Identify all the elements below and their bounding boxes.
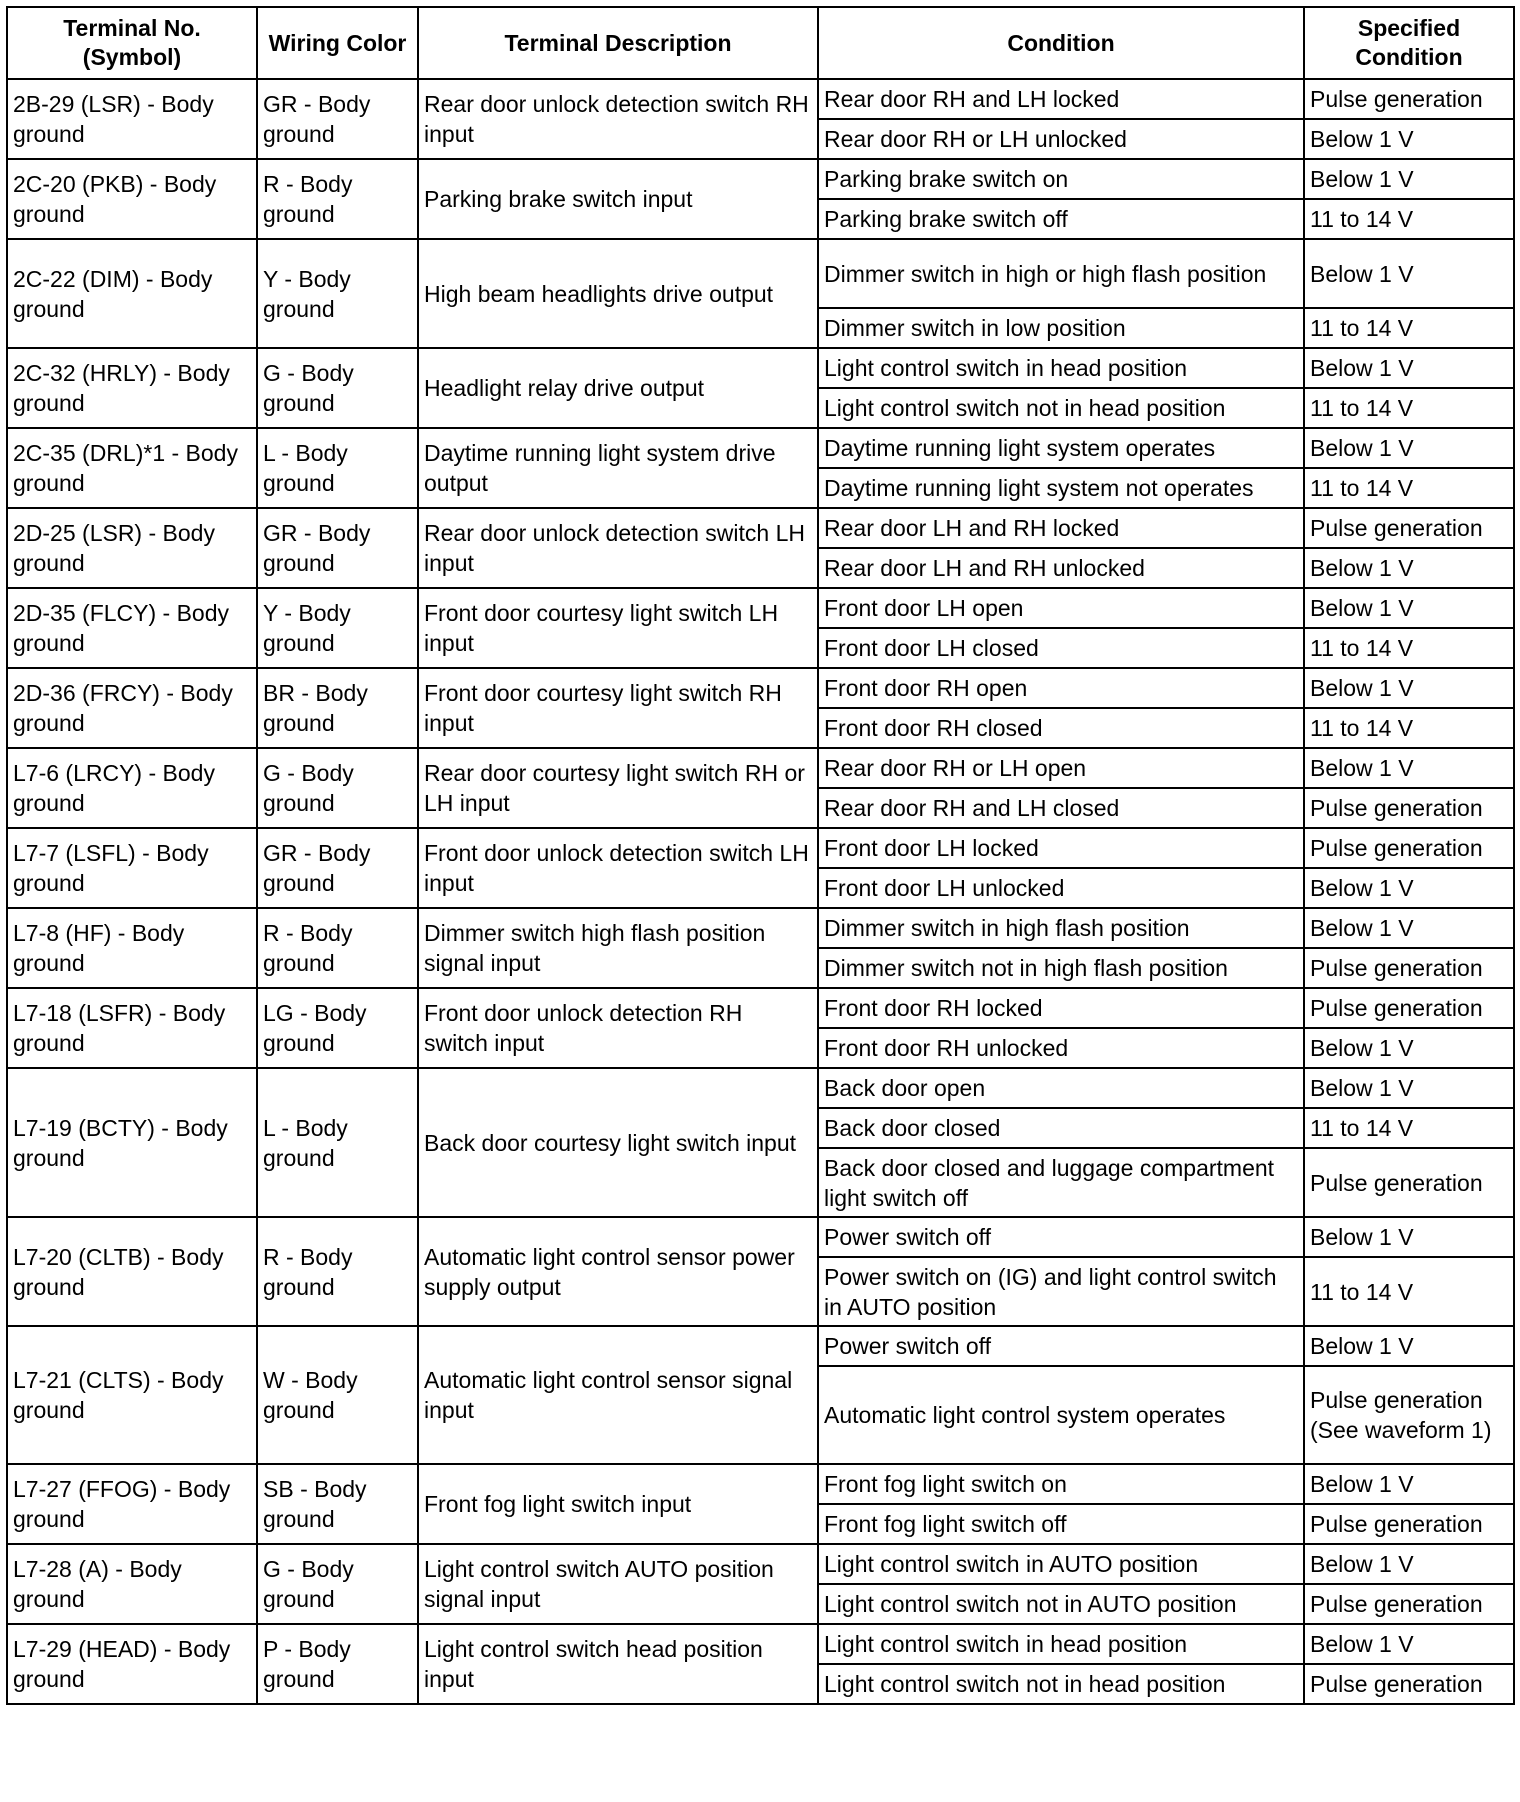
terminal-cell: L7-29 (HEAD) - Body ground bbox=[7, 1624, 257, 1704]
description-cell: Back door courtesy light switch input bbox=[418, 1068, 818, 1217]
wiring-color-cell: P - Body ground bbox=[257, 1624, 418, 1704]
condition-cell: Front door RH locked bbox=[818, 988, 1304, 1028]
wiring-color-cell: L - Body ground bbox=[257, 428, 418, 508]
table-row bbox=[7, 588, 1514, 628]
condition-cell: Front door LH open bbox=[818, 588, 1304, 628]
wiring-color-cell: R - Body ground bbox=[257, 908, 418, 988]
table-row bbox=[7, 668, 1514, 708]
terminal-cell: 2C-22 (DIM) - Body ground bbox=[7, 239, 257, 348]
table-row bbox=[7, 1544, 1514, 1584]
specified-condition-cell: 11 to 14 V bbox=[1304, 1108, 1514, 1148]
terminal-table-container bbox=[6, 6, 1515, 1705]
condition-cell: Front door RH closed bbox=[818, 708, 1304, 748]
specified-condition-cell: Below 1 V bbox=[1304, 239, 1514, 308]
specified-condition-cell: Pulse generation bbox=[1304, 79, 1514, 119]
condition-cell: Front door RH unlocked bbox=[818, 1028, 1304, 1068]
wiring-color-cell: SB - Body ground bbox=[257, 1464, 418, 1544]
condition-cell: Dimmer switch in low position bbox=[818, 308, 1304, 348]
condition-cell: Front door RH open bbox=[818, 668, 1304, 708]
specified-condition-cell: Below 1 V bbox=[1304, 428, 1514, 468]
wiring-color-cell: W - Body ground bbox=[257, 1326, 418, 1464]
specified-condition-cell: Pulse generation bbox=[1304, 508, 1514, 548]
specified-condition-cell: Below 1 V bbox=[1304, 1464, 1514, 1504]
specified-condition-cell: Below 1 V bbox=[1304, 1544, 1514, 1584]
description-cell: Dimmer switch high flash position signal input bbox=[418, 908, 818, 988]
condition-cell: Rear door RH and LH locked bbox=[818, 79, 1304, 119]
terminal-cell: 2D-25 (LSR) - Body ground bbox=[7, 508, 257, 588]
condition-cell: Dimmer switch not in high flash position bbox=[818, 948, 1304, 988]
specified-condition-cell: Pulse generation bbox=[1304, 1664, 1514, 1704]
description-cell: Light control switch AUTO position signal input bbox=[418, 1544, 818, 1624]
condition-cell: Rear door LH and RH locked bbox=[818, 508, 1304, 548]
condition-cell: Daytime running light system not operates bbox=[818, 468, 1304, 508]
specified-condition-cell: Below 1 V bbox=[1304, 348, 1514, 388]
specified-condition-cell: Below 1 V bbox=[1304, 588, 1514, 628]
condition-cell: Rear door RH or LH unlocked bbox=[818, 119, 1304, 159]
specified-condition-cell: Below 1 V bbox=[1304, 159, 1514, 199]
condition-cell: Parking brake switch off bbox=[818, 199, 1304, 239]
wiring-color-cell: LG - Body ground bbox=[257, 988, 418, 1068]
table-row bbox=[7, 1624, 1514, 1664]
table-row bbox=[7, 79, 1514, 119]
specified-condition-cell: Below 1 V bbox=[1304, 748, 1514, 788]
header-wiring-color: Wiring Color bbox=[257, 7, 418, 79]
description-cell: Front door unlock detection RH switch input bbox=[418, 988, 818, 1068]
wiring-color-cell: G - Body ground bbox=[257, 748, 418, 828]
specified-condition-cell: Below 1 V bbox=[1304, 1624, 1514, 1664]
description-cell: Headlight relay drive output bbox=[418, 348, 818, 428]
specified-condition-cell: 11 to 14 V bbox=[1304, 628, 1514, 668]
condition-cell: Light control switch in head position bbox=[818, 348, 1304, 388]
specified-condition-cell: Pulse generation bbox=[1304, 948, 1514, 988]
header-condition: Condition bbox=[818, 7, 1304, 79]
specified-condition-cell: Below 1 V bbox=[1304, 908, 1514, 948]
condition-cell: Front fog light switch off bbox=[818, 1504, 1304, 1544]
table-row bbox=[7, 508, 1514, 548]
specified-condition-cell: Below 1 V bbox=[1304, 868, 1514, 908]
specified-condition-cell: Pulse generation bbox=[1304, 1504, 1514, 1544]
table-row bbox=[7, 1326, 1514, 1366]
condition-cell: Front fog light switch on bbox=[818, 1464, 1304, 1504]
table-row bbox=[7, 428, 1514, 468]
description-cell: Parking brake switch input bbox=[418, 159, 818, 239]
condition-cell: Front door LH unlocked bbox=[818, 868, 1304, 908]
condition-cell: Parking brake switch on bbox=[818, 159, 1304, 199]
description-cell: Front door courtesy light switch LH input bbox=[418, 588, 818, 668]
wiring-color-cell: L - Body ground bbox=[257, 1068, 418, 1217]
table-row bbox=[7, 908, 1514, 948]
specified-condition-cell: Below 1 V bbox=[1304, 1068, 1514, 1108]
description-cell: Front door courtesy light switch RH input bbox=[418, 668, 818, 748]
condition-cell: Dimmer switch in high flash position bbox=[818, 908, 1304, 948]
terminal-cell: 2C-32 (HRLY) - Body ground bbox=[7, 348, 257, 428]
condition-cell: Back door closed bbox=[818, 1108, 1304, 1148]
condition-cell: Rear door RH and LH closed bbox=[818, 788, 1304, 828]
description-cell: Front door unlock detection switch LH input bbox=[418, 828, 818, 908]
condition-cell: Power switch off bbox=[818, 1326, 1304, 1366]
terminal-cell: L7-18 (LSFR) - Body ground bbox=[7, 988, 257, 1068]
specified-condition-cell: 11 to 14 V bbox=[1304, 388, 1514, 428]
table-row bbox=[7, 1068, 1514, 1108]
condition-cell: Automatic light control system operates bbox=[818, 1366, 1304, 1464]
terminal-cell: L7-19 (BCTY) - Body ground bbox=[7, 1068, 257, 1217]
wiring-color-cell: GR - Body ground bbox=[257, 79, 418, 159]
terminal-cell: 2D-36 (FRCY) - Body ground bbox=[7, 668, 257, 748]
wiring-color-cell: R - Body ground bbox=[257, 159, 418, 239]
table-row bbox=[7, 748, 1514, 788]
table-body bbox=[7, 79, 1514, 1704]
terminal-cell: 2D-35 (FLCY) - Body ground bbox=[7, 588, 257, 668]
wiring-color-cell: R - Body ground bbox=[257, 1217, 418, 1326]
wiring-color-cell: Y - Body ground bbox=[257, 239, 418, 348]
wiring-color-cell: GR - Body ground bbox=[257, 828, 418, 908]
specified-condition-cell: Pulse generation bbox=[1304, 788, 1514, 828]
condition-cell: Light control switch in head position bbox=[818, 1624, 1304, 1664]
description-cell: Daytime running light system drive output bbox=[418, 428, 818, 508]
specified-condition-cell: Pulse generation bbox=[1304, 828, 1514, 868]
specified-condition-cell: Below 1 V bbox=[1304, 548, 1514, 588]
specified-condition-cell: 11 to 14 V bbox=[1304, 468, 1514, 508]
specified-condition-cell: Below 1 V bbox=[1304, 1217, 1514, 1257]
table-row bbox=[7, 159, 1514, 199]
terminal-cell: L7-21 (CLTS) - Body ground bbox=[7, 1326, 257, 1464]
terminal-cell: L7-28 (A) - Body ground bbox=[7, 1544, 257, 1624]
description-cell: Automatic light control sensor signal input bbox=[418, 1326, 818, 1464]
condition-cell: Power switch on (IG) and light control switch in AUTO position bbox=[818, 1257, 1304, 1326]
wiring-color-cell: GR - Body ground bbox=[257, 508, 418, 588]
description-cell: Rear door unlock detection switch RH input bbox=[418, 79, 818, 159]
wiring-color-cell: G - Body ground bbox=[257, 1544, 418, 1624]
description-cell: Rear door courtesy light switch RH or LH input bbox=[418, 748, 818, 828]
specified-condition-cell: 11 to 14 V bbox=[1304, 1257, 1514, 1326]
description-cell: Front fog light switch input bbox=[418, 1464, 818, 1544]
specified-condition-cell: Pulse generation bbox=[1304, 988, 1514, 1028]
condition-cell: Rear door LH and RH unlocked bbox=[818, 548, 1304, 588]
condition-cell: Light control switch in AUTO position bbox=[818, 1544, 1304, 1584]
table-row bbox=[7, 348, 1514, 388]
specified-condition-cell: Pulse generation bbox=[1304, 1584, 1514, 1624]
specified-condition-cell: Below 1 V bbox=[1304, 668, 1514, 708]
description-cell: High beam headlights drive output bbox=[418, 239, 818, 348]
specified-condition-cell: 11 to 14 V bbox=[1304, 199, 1514, 239]
description-cell: Rear door unlock detection switch LH input bbox=[418, 508, 818, 588]
table-row bbox=[7, 1464, 1514, 1504]
specified-condition-cell: Below 1 V bbox=[1304, 1028, 1514, 1068]
condition-cell: Power switch off bbox=[818, 1217, 1304, 1257]
description-cell: Automatic light control sensor power supply output bbox=[418, 1217, 818, 1326]
specified-condition-cell: Below 1 V bbox=[1304, 1326, 1514, 1366]
condition-cell: Light control switch not in head position bbox=[818, 388, 1304, 428]
condition-cell: Light control switch not in head position bbox=[818, 1664, 1304, 1704]
terminal-cell: 2C-20 (PKB) - Body ground bbox=[7, 159, 257, 239]
condition-cell: Daytime running light system operates bbox=[818, 428, 1304, 468]
specified-condition-cell: Below 1 V bbox=[1304, 119, 1514, 159]
specified-condition-cell: 11 to 14 V bbox=[1304, 308, 1514, 348]
header-terminal: Terminal No. (Symbol) bbox=[7, 7, 257, 79]
wiring-color-cell: BR - Body ground bbox=[257, 668, 418, 748]
terminal-cell: L7-7 (LSFL) - Body ground bbox=[7, 828, 257, 908]
condition-cell: Dimmer switch in high or high flash position bbox=[818, 239, 1304, 308]
condition-cell: Rear door RH or LH open bbox=[818, 748, 1304, 788]
terminal-table bbox=[6, 6, 1515, 1705]
table-row bbox=[7, 1217, 1514, 1257]
specified-condition-cell: 11 to 14 V bbox=[1304, 708, 1514, 748]
table-row bbox=[7, 239, 1514, 308]
header-terminal-description: Terminal Description bbox=[418, 7, 818, 79]
header-row bbox=[7, 7, 1514, 79]
condition-cell: Back door closed and luggage compartment light switch off bbox=[818, 1148, 1304, 1217]
header-specified-condition: Specified Condition bbox=[1304, 7, 1514, 79]
condition-cell: Front door LH locked bbox=[818, 828, 1304, 868]
terminal-cell: 2B-29 (LSR) - Body ground bbox=[7, 79, 257, 159]
table-row bbox=[7, 828, 1514, 868]
specified-condition-cell: Pulse generation bbox=[1304, 1148, 1514, 1217]
terminal-cell: L7-20 (CLTB) - Body ground bbox=[7, 1217, 257, 1326]
condition-cell: Front door LH closed bbox=[818, 628, 1304, 668]
condition-cell: Back door open bbox=[818, 1068, 1304, 1108]
terminal-cell: L7-8 (HF) - Body ground bbox=[7, 908, 257, 988]
table-row bbox=[7, 988, 1514, 1028]
description-cell: Light control switch head position input bbox=[418, 1624, 818, 1704]
terminal-cell: L7-27 (FFOG) - Body ground bbox=[7, 1464, 257, 1544]
terminal-cell: 2C-35 (DRL)*1 - Body ground bbox=[7, 428, 257, 508]
terminal-cell: L7-6 (LRCY) - Body ground bbox=[7, 748, 257, 828]
condition-cell: Light control switch not in AUTO position bbox=[818, 1584, 1304, 1624]
wiring-color-cell: G - Body ground bbox=[257, 348, 418, 428]
specified-condition-cell: Pulse generation (See waveform 1) bbox=[1304, 1366, 1514, 1464]
wiring-color-cell: Y - Body ground bbox=[257, 588, 418, 668]
